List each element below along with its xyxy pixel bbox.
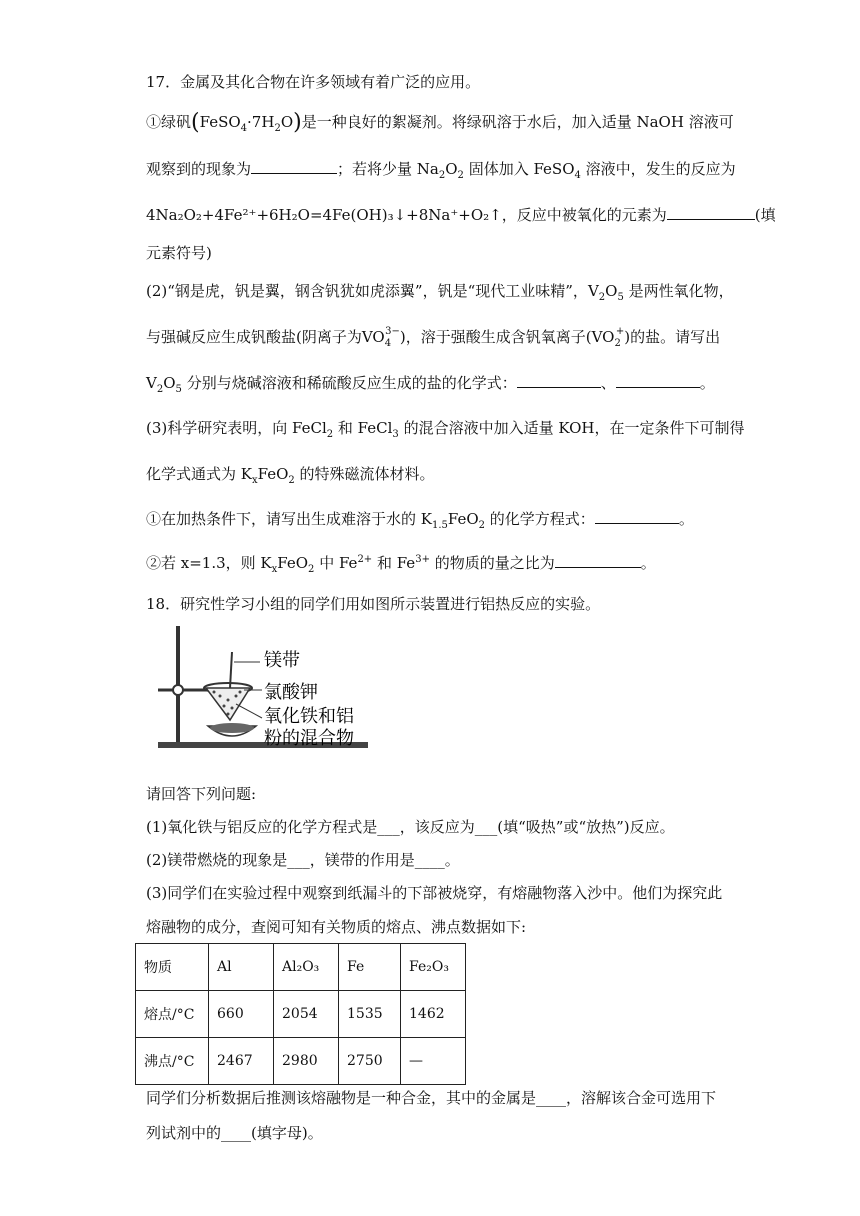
table-cell: 2054 xyxy=(274,991,339,1038)
answer-blank[interactable] xyxy=(667,205,755,220)
table-header-row xyxy=(136,944,466,991)
answer-blank[interactable] xyxy=(555,553,641,568)
thermite-apparatus-figure xyxy=(150,622,370,752)
q17-s2-line-3: $V_2O_5$ 分别与烧碱溶液和稀硫酸反应生成的盐的化学式： 、 。 xyxy=(146,374,715,395)
answer-blank[interactable] xyxy=(616,373,700,388)
table-row xyxy=(136,1038,466,1085)
q18-part-2: (2)镁带燃烧的现象是___，镁带的作用是____。 xyxy=(146,851,460,869)
answer-blank[interactable] xyxy=(517,373,601,388)
q18-part-1: (1)氧化铁与铝反应的化学方程式是___，该反应为___(填“吸热”或“放热”)反应。 xyxy=(146,818,675,836)
label-potassium-chlorate: 氯酸钾 xyxy=(264,682,318,703)
table-cell: Al₂O₃ xyxy=(274,944,339,991)
q17-line-1: ①绿矾$(FeSO_4\cdot 7H_2O)$是一种良好的絮凝剂。将绿矾溶于水后，加入适量 NaOH 溶液可 xyxy=(146,110,734,135)
table-cell: 2980 xyxy=(274,1038,339,1085)
q17-s2-line-2: 与强碱反应生成钒酸盐(阴离子为$VO_4^{3-}$)，溶于强酸生成含钒氧离子$(VO_2^+)$的盐。请写出 xyxy=(146,326,721,349)
answer-blank[interactable] xyxy=(595,509,679,524)
table-cell: 1535 xyxy=(339,991,401,1038)
q18-part-3-line-2: 熔融物的成分，查阅可知有关物质的熔点、沸点数据如下: xyxy=(146,918,527,936)
table-cell: 熔点/°C xyxy=(136,991,209,1038)
table-row xyxy=(136,991,466,1038)
q18-ask: 请回答下列问题: xyxy=(146,785,257,803)
label-magnesium-ribbon: 镁带 xyxy=(264,650,300,671)
q18-conclusion-line-1: 同学们分析数据后推测该熔融物是一种合金，其中的金属是____，溶解该合金可选用下 xyxy=(146,1089,717,1107)
table-cell: 物质 xyxy=(136,944,209,991)
properties-table xyxy=(135,943,466,1085)
q17-line-3: 4Na₂O₂+4Fe²⁺+6H₂O=4Fe(OH)₃↓+8Na⁺+O₂↑，反应中被氧化的元素为 (填 xyxy=(146,206,776,224)
table-cell: 2467 xyxy=(209,1038,274,1085)
table-cell: Fe₂O₃ xyxy=(401,944,466,991)
table-cell: Fe xyxy=(339,944,401,991)
label-mixture-line2: 粉的混合物 xyxy=(264,728,354,749)
table-cell: 沸点/°C xyxy=(136,1038,209,1085)
q17-intro: 17．金属及其化合物在许多领域有着广泛的应用。 xyxy=(146,73,481,91)
table-cell: 660 xyxy=(209,991,274,1038)
table-cell: 1462 xyxy=(401,991,466,1038)
q17-s3-line-3: ①在加热条件下，请写出生成难溶于水的 $K_{1.5}FeO_2$ 的化学方程式： 。 xyxy=(146,510,694,531)
table-cell: Al xyxy=(209,944,274,991)
table-cell: — xyxy=(401,1038,466,1085)
q17-s3-line-4: ②若 x=1.3，则 $K_xFeO_2$ 中 $Fe^{2+}$ 和 $Fe^{3+}$ 的物质的量之比为 。 xyxy=(146,554,656,575)
q18-part-3-line-1: (3)同学们在实验过程中观察到纸漏斗的下部被烧穿，有熔融物落入沙中。他们为探究此 xyxy=(146,884,723,902)
q18-intro: 18．研究性学习小组的同学们用如图所示装置进行铝热反应的实验。 xyxy=(146,595,601,613)
q17-s3-line-1: (3)科学研究表明，向 FeCl$_2$ 和 FeCl$_3$ 的混合溶液中加入适量 KOH，在一定条件下可制得 xyxy=(146,419,745,440)
q17-s3-line-2: 化学式通式为 $K_xFeO_2$ 的特殊磁流体材料。 xyxy=(146,465,435,486)
q17-line-4: 元素符号) xyxy=(146,244,212,262)
q18-conclusion-line-2: 列试剂中的____(填字母)。 xyxy=(146,1124,323,1142)
answer-blank[interactable] xyxy=(251,159,337,174)
q17-line-2: 观察到的现象为 ；若将少量 $Na_2O_2$ 固体加入 FeSO$_4$ 溶液中，发生的反应为 xyxy=(146,160,736,181)
table-cell: 2750 xyxy=(339,1038,401,1085)
label-mixture-line1: 氧化铁和铝 xyxy=(264,706,354,727)
reaction-equation: 4Na₂O₂+4Fe²⁺+6H₂O=4Fe(OH)₃↓+8Na⁺+O₂↑ xyxy=(146,206,502,224)
q17-s2-line-1: (2)“钢是虎，钒是翼，钢含钒犹如虎添翼”，钒是“现代工业味精”，$V_2O_5$ 是两性氧化物， xyxy=(146,282,734,303)
